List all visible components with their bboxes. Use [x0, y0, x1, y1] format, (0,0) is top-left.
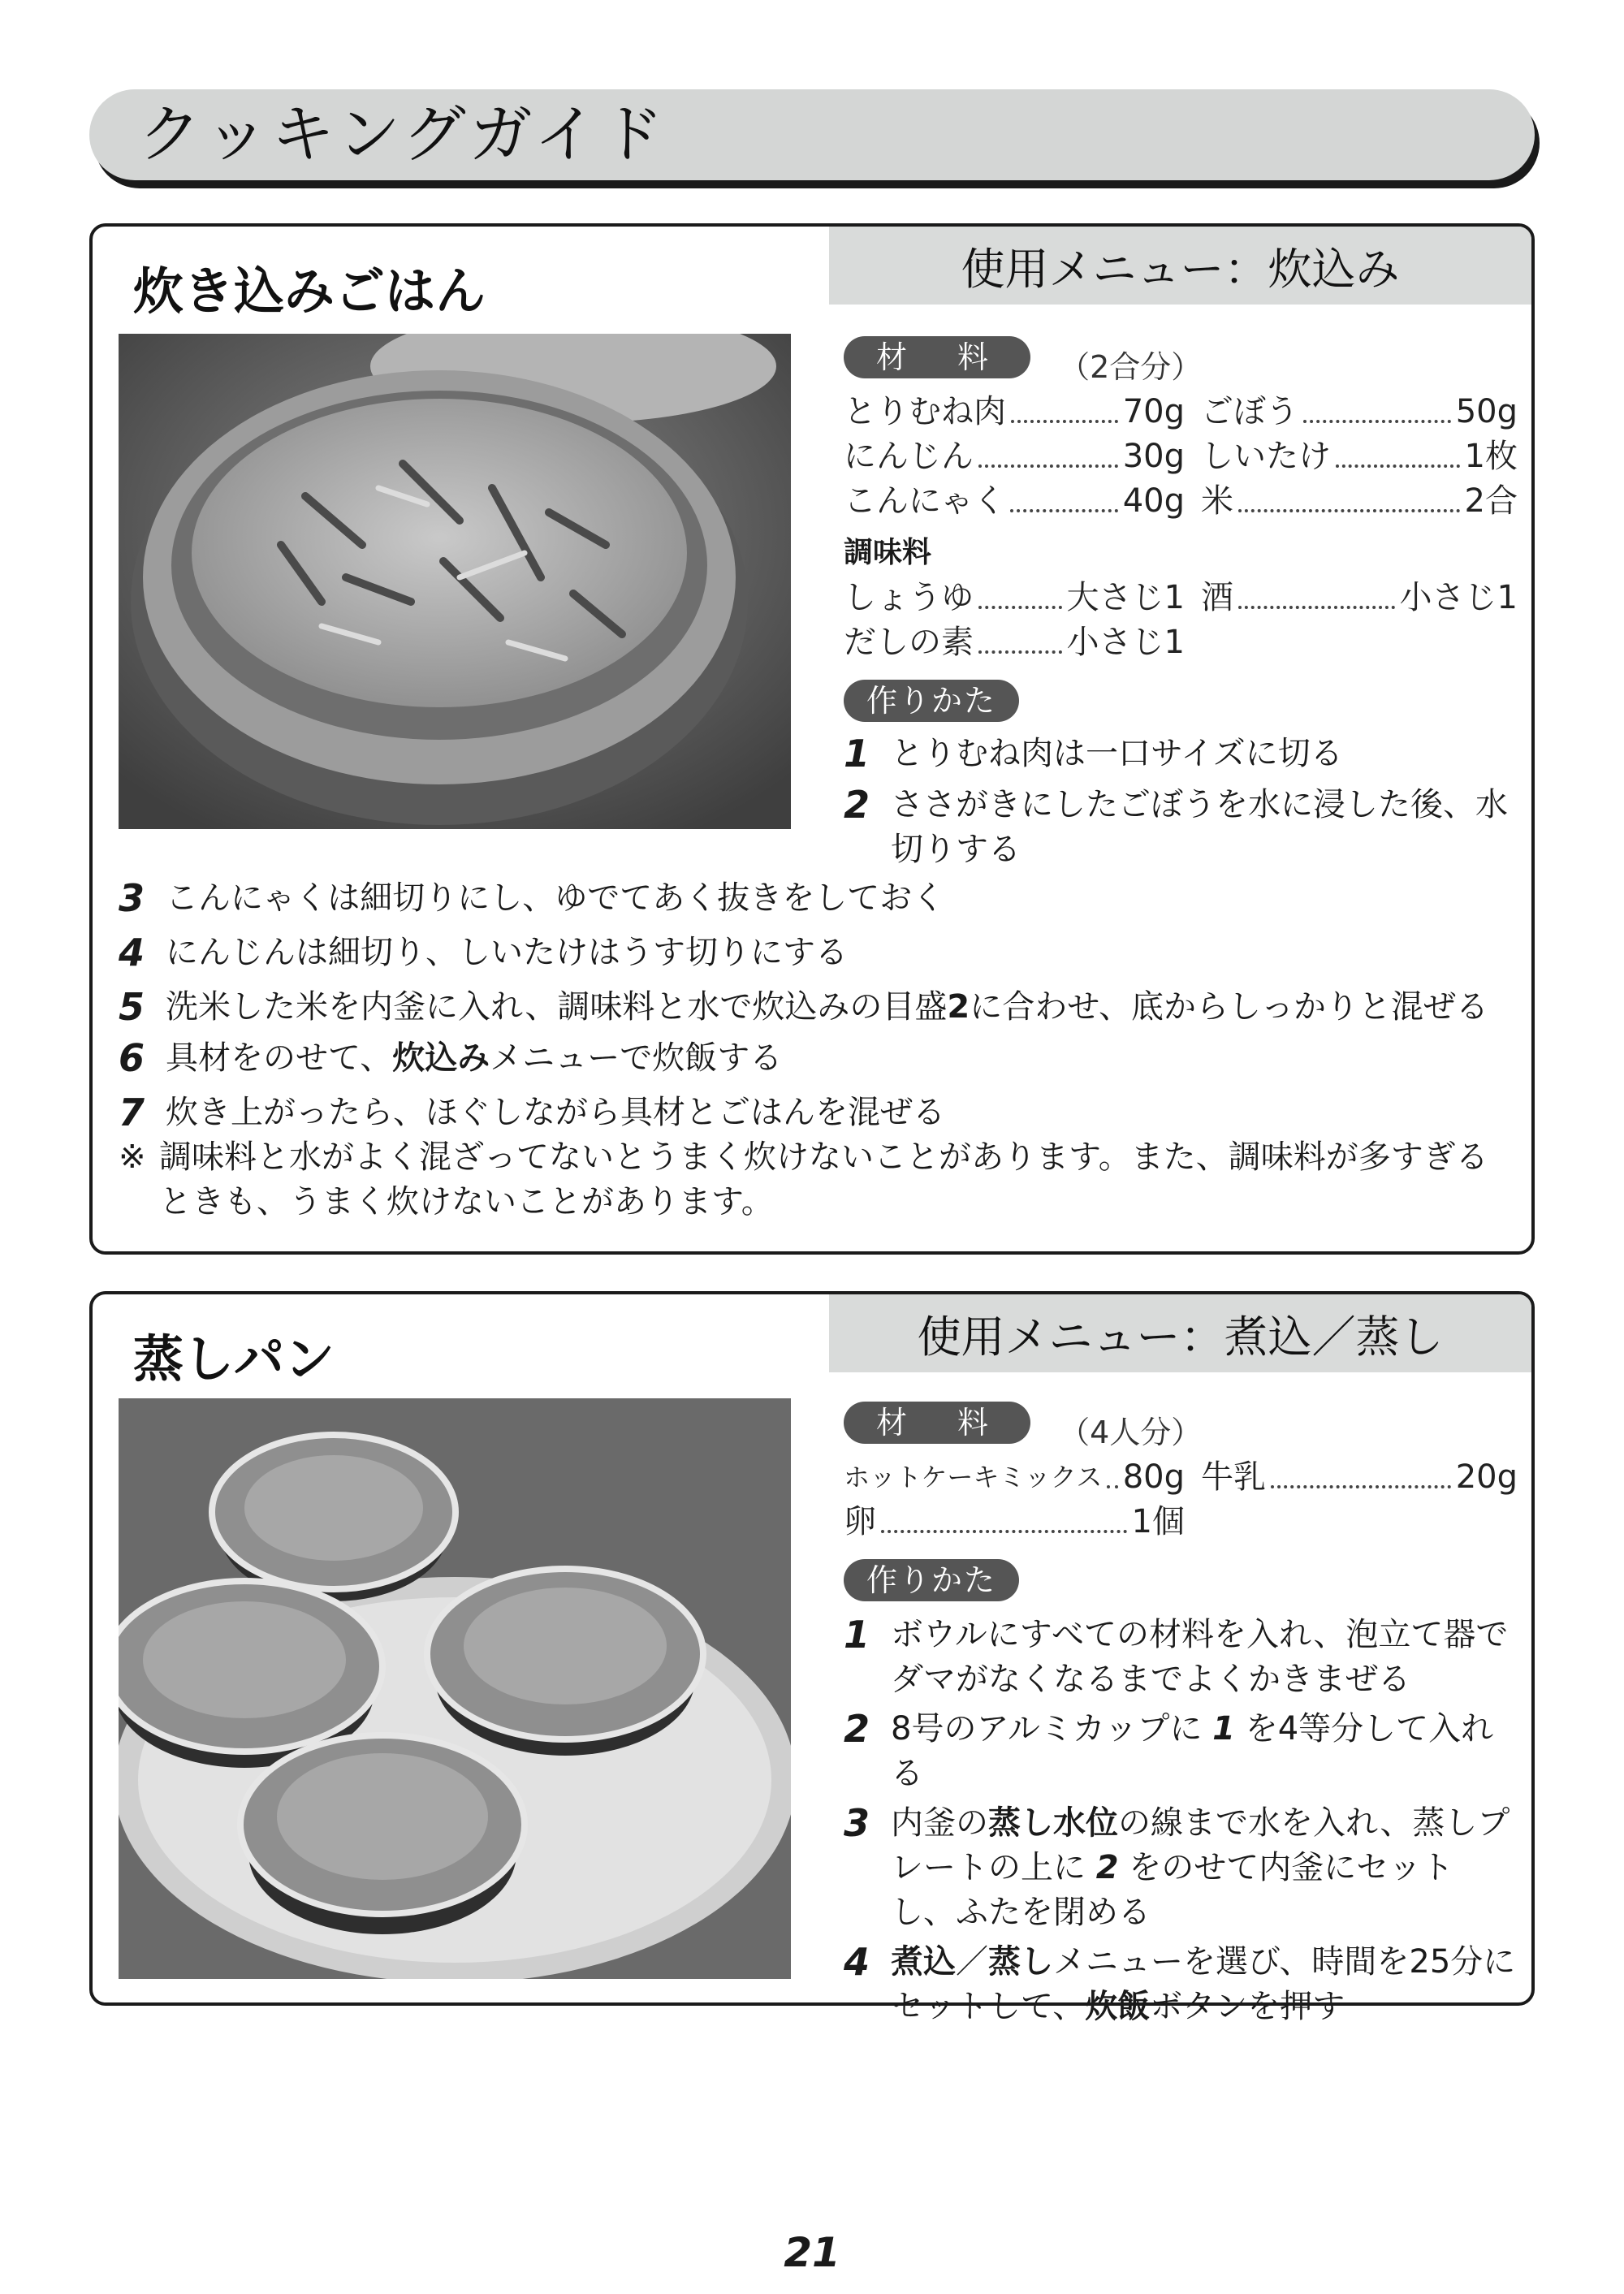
step-item: 3 内釜の蒸し水位の線まで水を入れ、蒸しプレートの上に 2 をのせて内釜にセットし、ふたを閉める — [844, 1801, 1510, 1931]
page-header-banner — [89, 89, 1535, 180]
method-label: 作りかた — [844, 680, 1019, 722]
list-item: しいたけ 1枚 — [1201, 434, 1518, 479]
page-number: 21 — [784, 2229, 840, 2276]
step-list-lower — [119, 876, 1515, 1225]
list-item: 酒 小さじ1 — [1201, 576, 1518, 620]
seasoning-label: 調味料 — [844, 536, 932, 569]
step-item: 1 とりむね肉は一口サイズに切る — [844, 732, 1343, 775]
step-item: 3 こんにゃくは細切りにし、ゆでてあく抜きをしておく — [119, 876, 945, 920]
rice-bowl-icon — [119, 334, 791, 829]
step-item: 4 にんじんは細切り、しいたけはうす切りにする — [119, 931, 848, 974]
recipe-title: 蒸しパン — [133, 1329, 335, 1389]
step-item: 7 炊き上がったら、ほぐしながら具材とごはんを混ぜる — [119, 1091, 945, 1134]
step-item: 5 洗米した米を内釜に入れ、調味料と水で炊込みの目盛2に合わせ、底からしっかりと混ぜる — [119, 985, 1489, 1029]
seasoning-list — [844, 576, 1518, 665]
recipe-note: ※ 調味料と水がよく混ざってないとうまく炊けないことがあります。また、調味料が多すぎるときも、うまく炊けないことがあります。 — [119, 1138, 1488, 1220]
list-item: 米 2合 — [1201, 479, 1518, 524]
list-item: こんにゃく 40g — [844, 479, 1185, 524]
list-item: ごぼう 50g — [1201, 390, 1518, 434]
ingredients-panel — [844, 336, 1518, 872]
step-item: 6 具材をのせて、炊込みメニューで炊飯する — [119, 1036, 783, 1080]
servings: （4人分） — [1059, 1415, 1203, 1450]
recipe-card-takikomi — [89, 223, 1535, 1255]
list-item: しょうゆ 大さじ1 — [844, 576, 1185, 620]
step-item: 2 8号のアルミカップに 1 を4等分して入れる — [844, 1707, 1494, 1792]
method-label: 作りかた — [844, 1559, 1019, 1601]
ingredient-list — [844, 1455, 1518, 1544]
ingredient-list — [844, 390, 1518, 524]
ingredients-label: 材 料 — [844, 1402, 1030, 1444]
menu-label-bar: 使用メニュー：炊込み — [829, 227, 1531, 305]
recipe-title: 炊き込みごはん — [133, 261, 486, 321]
servings: （2合分） — [1059, 349, 1203, 385]
list-item: だしの素 小さじ1 — [844, 620, 1185, 665]
ingredients-label: 材 料 — [844, 336, 1030, 378]
list-item: 牛乳 20g — [1201, 1455, 1518, 1500]
step-item: 2 ささがきにしたごぼうを水に浸した後、水切りする — [844, 783, 1508, 868]
step-list — [844, 1613, 1518, 2029]
menu-label-bar: 使用メニュー：煮込／蒸し — [829, 1294, 1531, 1372]
step-item: 4 煮込／蒸しメニューを選び、時間を25分にセットして、炊飯ボタンを押す — [844, 1940, 1516, 2025]
list-item: にんじん 30g — [844, 434, 1185, 479]
ingredients-panel — [844, 1402, 1518, 2029]
page-title: クッキングガイド — [138, 98, 667, 171]
list-item: 卵 1個 — [844, 1500, 1185, 1544]
list-item: とりむね肉 70g — [844, 390, 1185, 434]
steamed-bread-photo — [119, 1398, 791, 1979]
steamed-bread-icon — [119, 1398, 791, 1979]
step-item: 1 ボウルにすべての材料を入れ、泡立て器でダマがなくなるまでよくかきまぜる — [844, 1613, 1509, 1698]
recipe-card-mushipan — [89, 1291, 1535, 2025]
step-list-upper — [844, 732, 1518, 872]
takikomi-rice-photo — [119, 334, 791, 829]
list-item: ホットケーキミックス 80g — [844, 1455, 1185, 1500]
